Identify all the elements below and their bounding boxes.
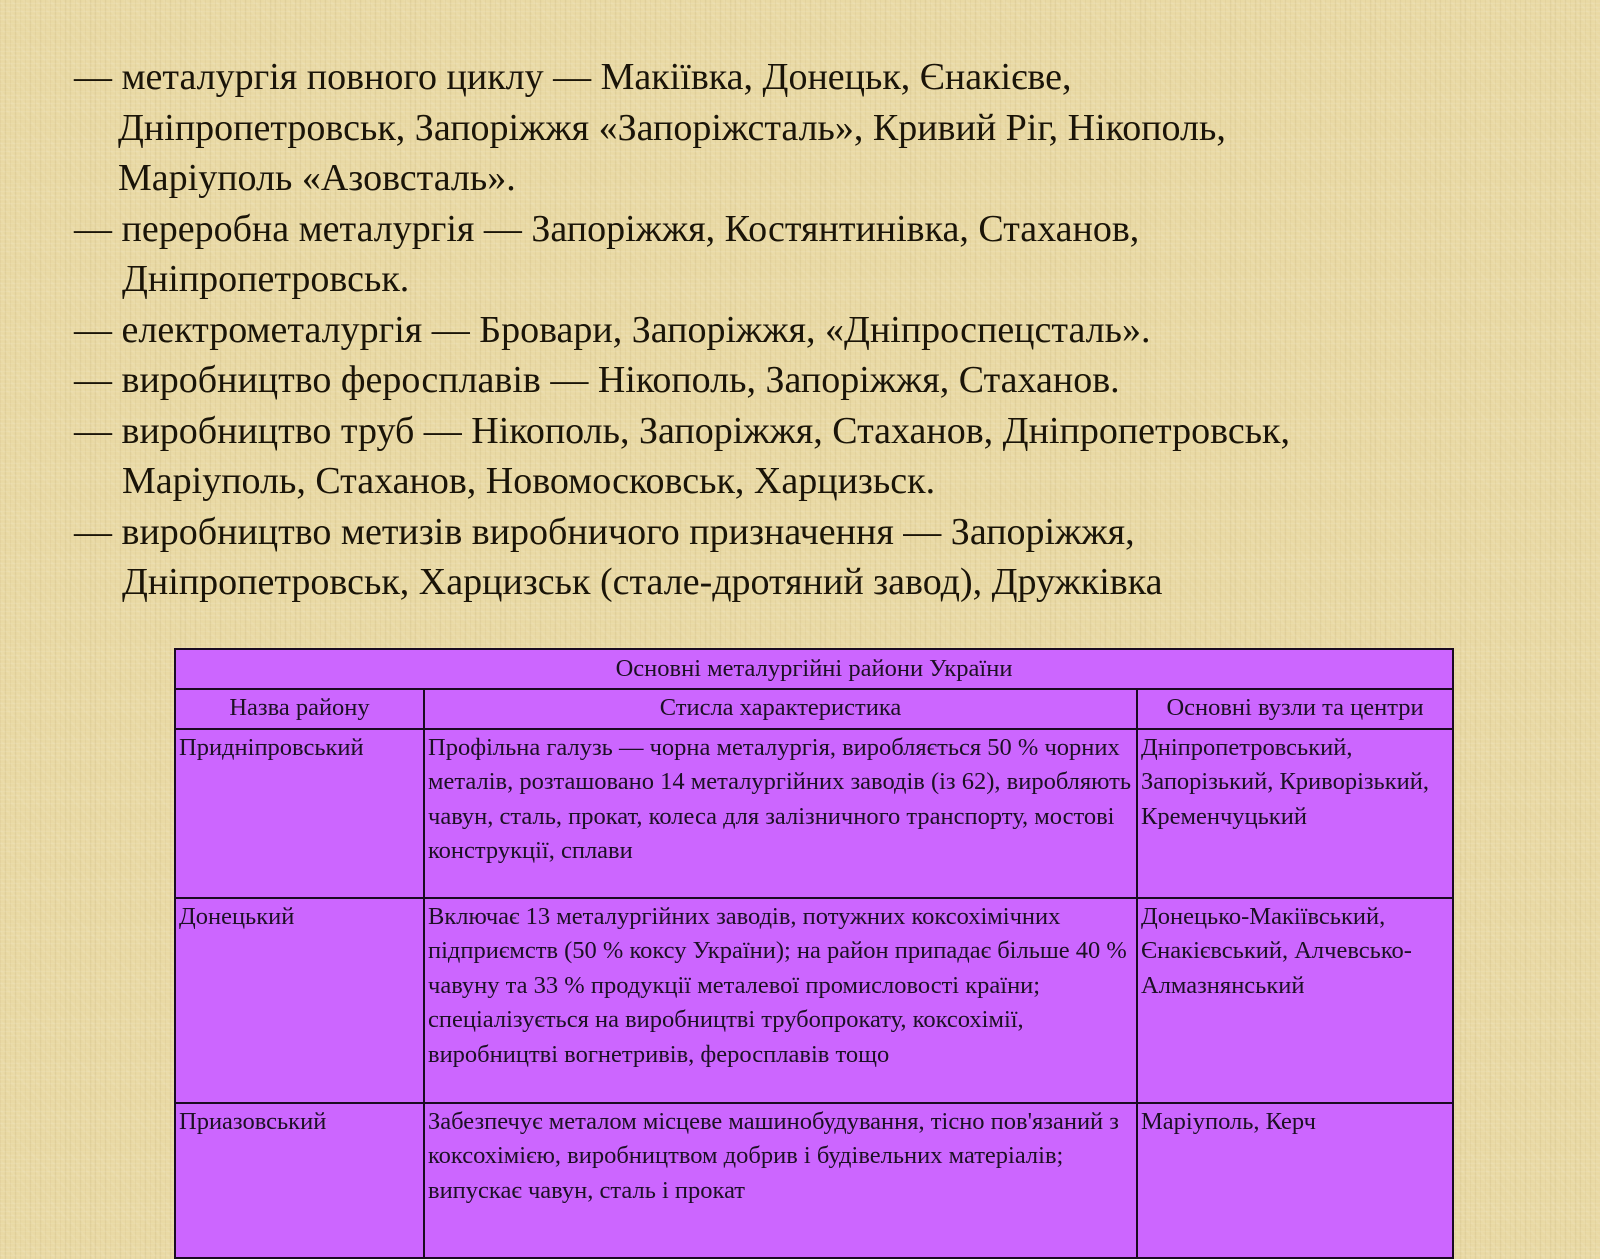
bullet-electrometallurgy xyxy=(74,305,1584,356)
region-description: Забезпечує металом місцеве машинобудування, тісно пов'язаний з коксохімією, виробництвом добрив і будівельних матеріалів; випускає чавун, сталь і прокат xyxy=(424,1103,1137,1258)
table-caption-row xyxy=(175,649,1453,689)
table-row xyxy=(175,898,1453,1103)
bullet-hardware xyxy=(74,507,1584,608)
metallurgy-regions-table xyxy=(174,648,1454,1259)
region-centers: Маріуполь, Керч xyxy=(1137,1103,1453,1258)
bullet-line: — виробництво феросплавів — Нікополь, Запоріжжя, Стаханов. xyxy=(74,359,1120,401)
bullet-continuation: Маріуполь, Стаханов, Новомосковськ, Харцизьск. xyxy=(122,460,936,502)
bullet-continuation: Маріуполь «Азовсталь». xyxy=(118,157,516,199)
bullet-continuation: Дніпропетровськ. xyxy=(122,258,410,300)
bullet-processing xyxy=(74,204,1584,305)
bullet-line: — переробна металургія — Запоріжжя, Костянтинівка, Стаханов, xyxy=(74,207,1140,250)
region-name: Донецький xyxy=(175,898,424,1103)
header-description: Стисла характеристика xyxy=(424,689,1137,729)
bullet-continuation: Дніпропетровськ, Запоріжжя «Запоріжсталь», Кривий Ріг, Нікополь, xyxy=(118,106,1226,149)
bullet-ferroalloys xyxy=(74,355,1584,406)
region-description: Включає 13 металургійних заводів, потужних коксохімічних підприємств (50 % коксу України); на район припадає більше 40 % чавуну та 33 % продукції металевої промисловості країни; спеціалізується на виробництві трубопрокату, коксохімії, виробництві вогнетривів, феросплавів тощо xyxy=(424,898,1137,1103)
bullet-full-cycle xyxy=(74,52,1584,204)
bullet-continuation: Дніпропетровськ, Харцизськ (стале-дротяний завод), Дружківка xyxy=(122,561,1163,603)
table-header-row xyxy=(175,689,1453,729)
header-region-name: Назва району xyxy=(175,689,424,729)
bullet-list xyxy=(74,52,1584,608)
region-centers: Донецько-Макіївський, Єнакієвський, Алчевсько-Алмазнянський xyxy=(1137,898,1453,1103)
bullet-line: — електрометалургія — Бровари, Запоріжжя, «Дніпроспецсталь». xyxy=(74,308,1151,351)
bullet-line: — виробництво труб — Нікополь, Запоріжжя, Стаханов, Дніпропетровськ, xyxy=(74,409,1290,452)
table-row xyxy=(175,729,1453,898)
bullet-line: — металургія повного циклу — Макіївка, Донецьк, Єнакієве, xyxy=(74,56,1072,98)
region-name: Приазовський xyxy=(175,1103,424,1258)
bullet-pipes xyxy=(74,406,1584,507)
header-centers: Основні вузли та центри xyxy=(1137,689,1453,729)
bullet-line: — виробництво метизів виробничого призначення — Запоріжжя, xyxy=(74,510,1135,553)
region-centers: Дніпропетровський, Запорізький, Криворізький, Кременчуцький xyxy=(1137,729,1453,898)
region-description: Профільна галузь — чорна металургія, виробляється 50 % чорних металів, розташовано 14 металургійних заводів (із 62), виробляють чавун, сталь, прокат, колеса для залізничного транспорту, мостові конструкції, сплави xyxy=(424,729,1137,898)
region-name: Придніпровський xyxy=(175,729,424,898)
table-caption: Основні металургійні райони України xyxy=(175,649,1453,689)
metallurgy-regions-table-wrap xyxy=(174,648,1452,1259)
table-row xyxy=(175,1103,1453,1258)
